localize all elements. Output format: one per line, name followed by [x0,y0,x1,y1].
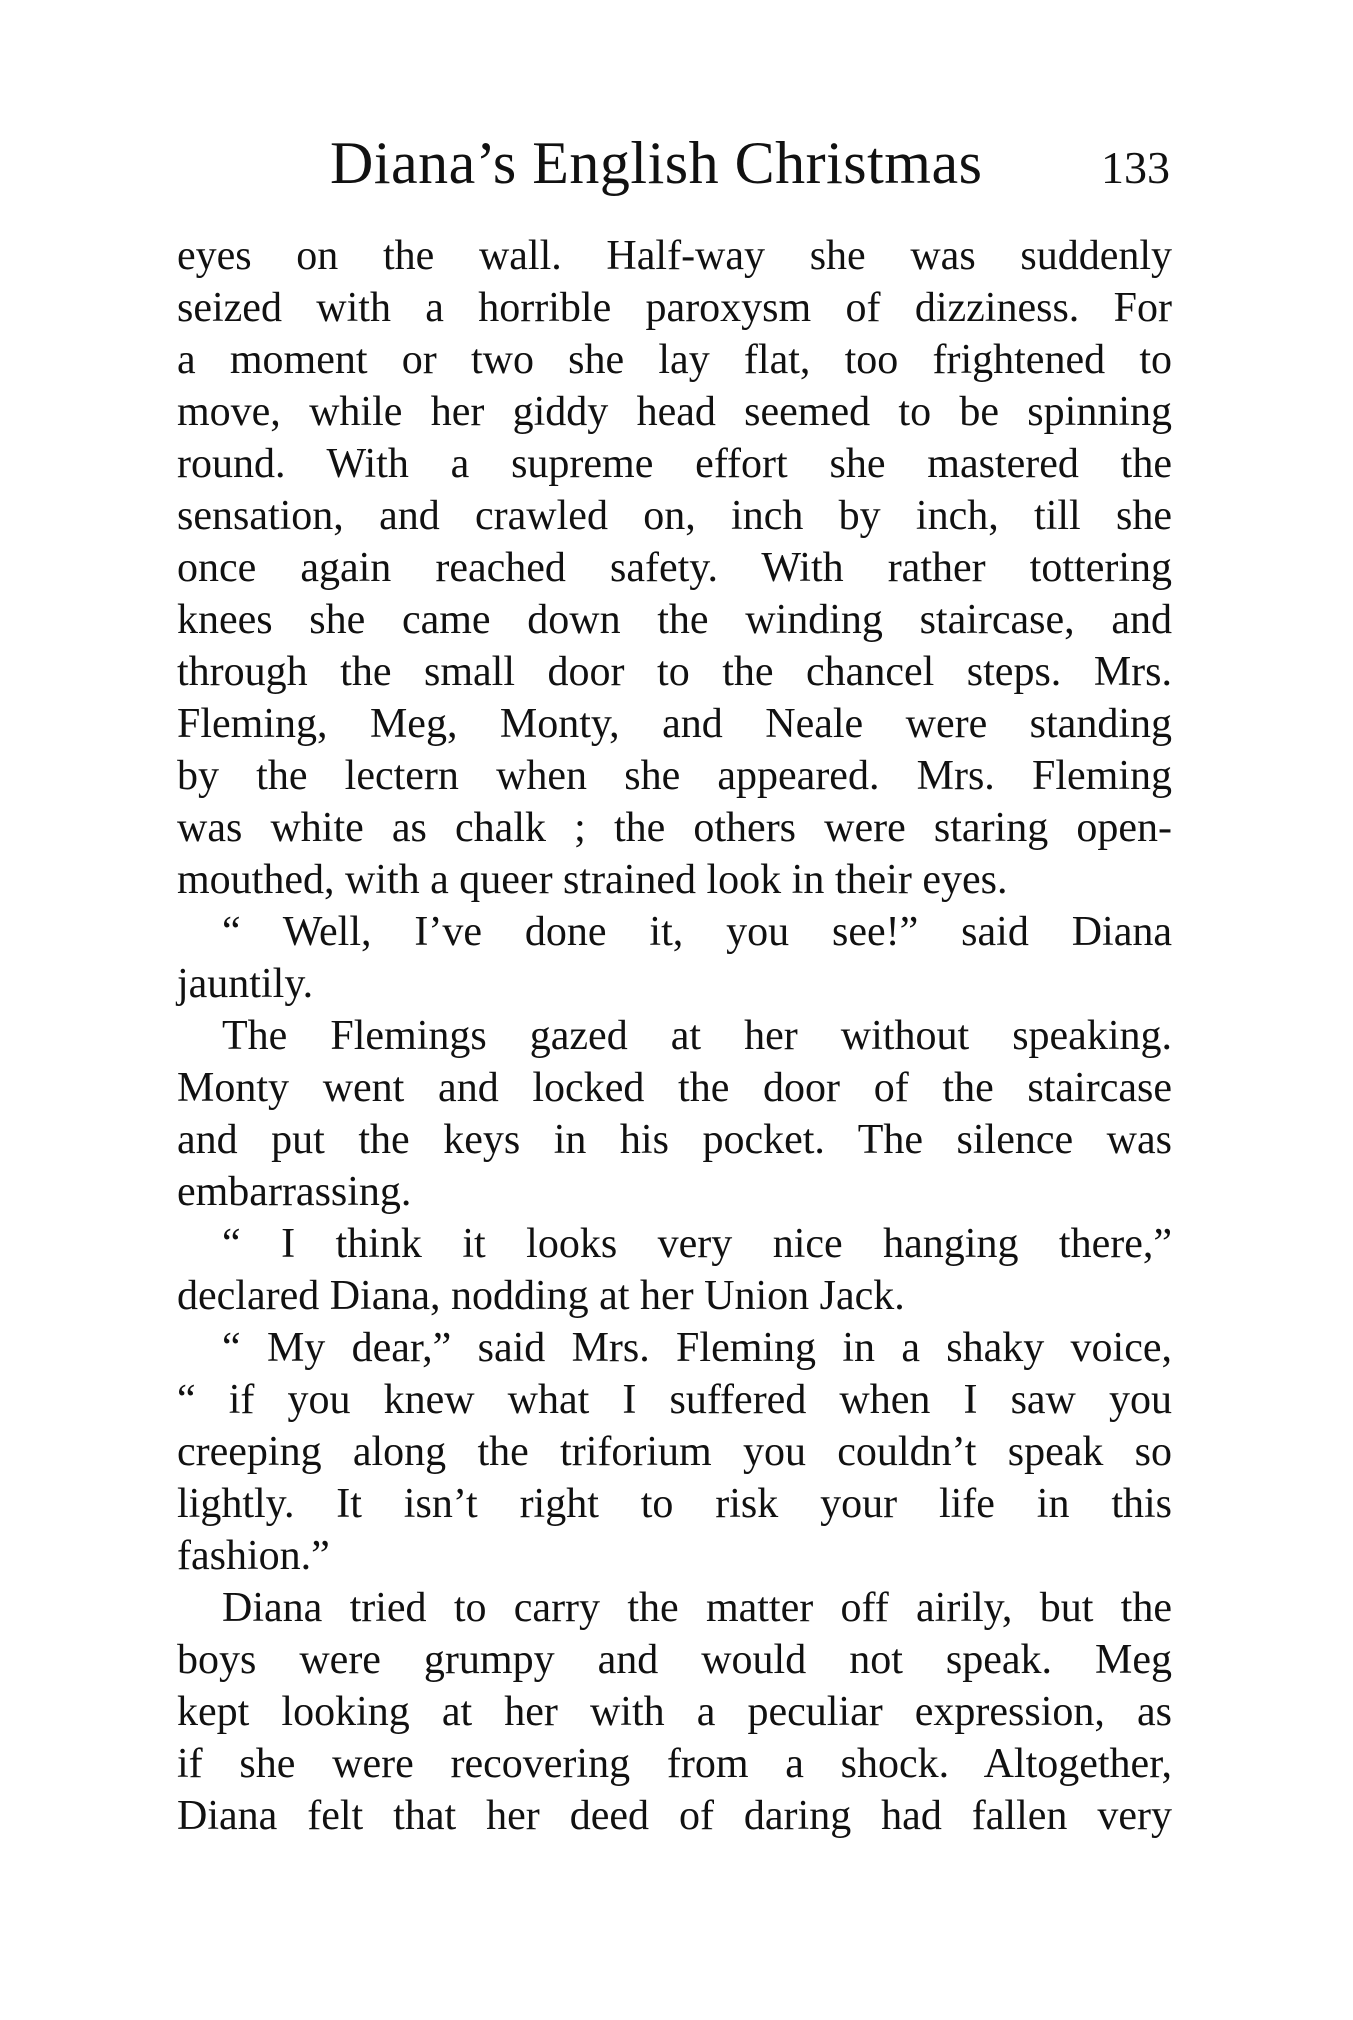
text-line: knees she came down the winding staircase, and [177,597,1172,643]
body-text [177,230,1172,1842]
text-line: jauntily. [177,961,314,1007]
running-title: Diana’s English Christmas [330,130,983,196]
text-line: mouthed, with a queer strained look in their eyes. [177,857,1008,903]
text-line: and put the keys in his pocket. The silence was [177,1117,1172,1163]
text-line: round. With a supreme effort she mastered the [177,441,1172,487]
text-line: embarrassing. [177,1169,412,1215]
text-line: lightly. It isn’t right to risk your life in this [177,1481,1172,1527]
text-line: move, while her giddy head seemed to be spinning [177,389,1172,435]
text-line: Fleming, Meg, Monty, and Neale were standing [177,701,1172,747]
text-line: if she were recovering from a shock. Altogether, [177,1741,1172,1787]
text-line: Monty went and locked the door of the staircase [177,1065,1172,1111]
text-line: “ I think it looks very nice hanging there,” [222,1221,1172,1267]
page-number: 133 [1101,142,1170,193]
text-line: The Flemings gazed at her without speaking. [222,1013,1172,1059]
text-line: Diana felt that her deed of daring had fallen very [177,1793,1172,1839]
text-line: a moment or two she lay flat, too frightened to [177,337,1172,383]
text-line: through the small door to the chancel steps. Mrs. [177,649,1172,695]
text-line: kept looking at her with a peculiar expression, as [177,1689,1172,1735]
text-line: once again reached safety. With rather tottering [177,545,1172,591]
text-line: boys were grumpy and would not speak. Meg [177,1637,1172,1683]
text-line: sensation, and crawled on, inch by inch, till she [177,493,1172,539]
text-line: “ Well, I’ve done it, you see!” said Diana [222,909,1172,955]
text-line: declared Diana, nodding at her Union Jack. [177,1273,905,1319]
text-line: “ if you knew what I suffered when I saw you [177,1377,1172,1423]
text-line: “ My dear,” said Mrs. Fleming in a shaky voice, [222,1325,1172,1371]
text-line: seized with a horrible paroxysm of dizziness. For [177,285,1172,331]
text-line: by the lectern when she appeared. Mrs. Fleming [177,753,1172,799]
text-line: Diana tried to carry the matter off airily, but the [222,1585,1172,1631]
text-line: fashion.” [177,1533,330,1579]
running-head [330,128,1170,198]
text-line: was white as chalk ; the others were staring open- [177,805,1172,851]
text-line: creeping along the triforium you couldn’t speak so [177,1429,1172,1475]
text-line: eyes on the wall. Half-way she was suddenly [177,233,1172,279]
